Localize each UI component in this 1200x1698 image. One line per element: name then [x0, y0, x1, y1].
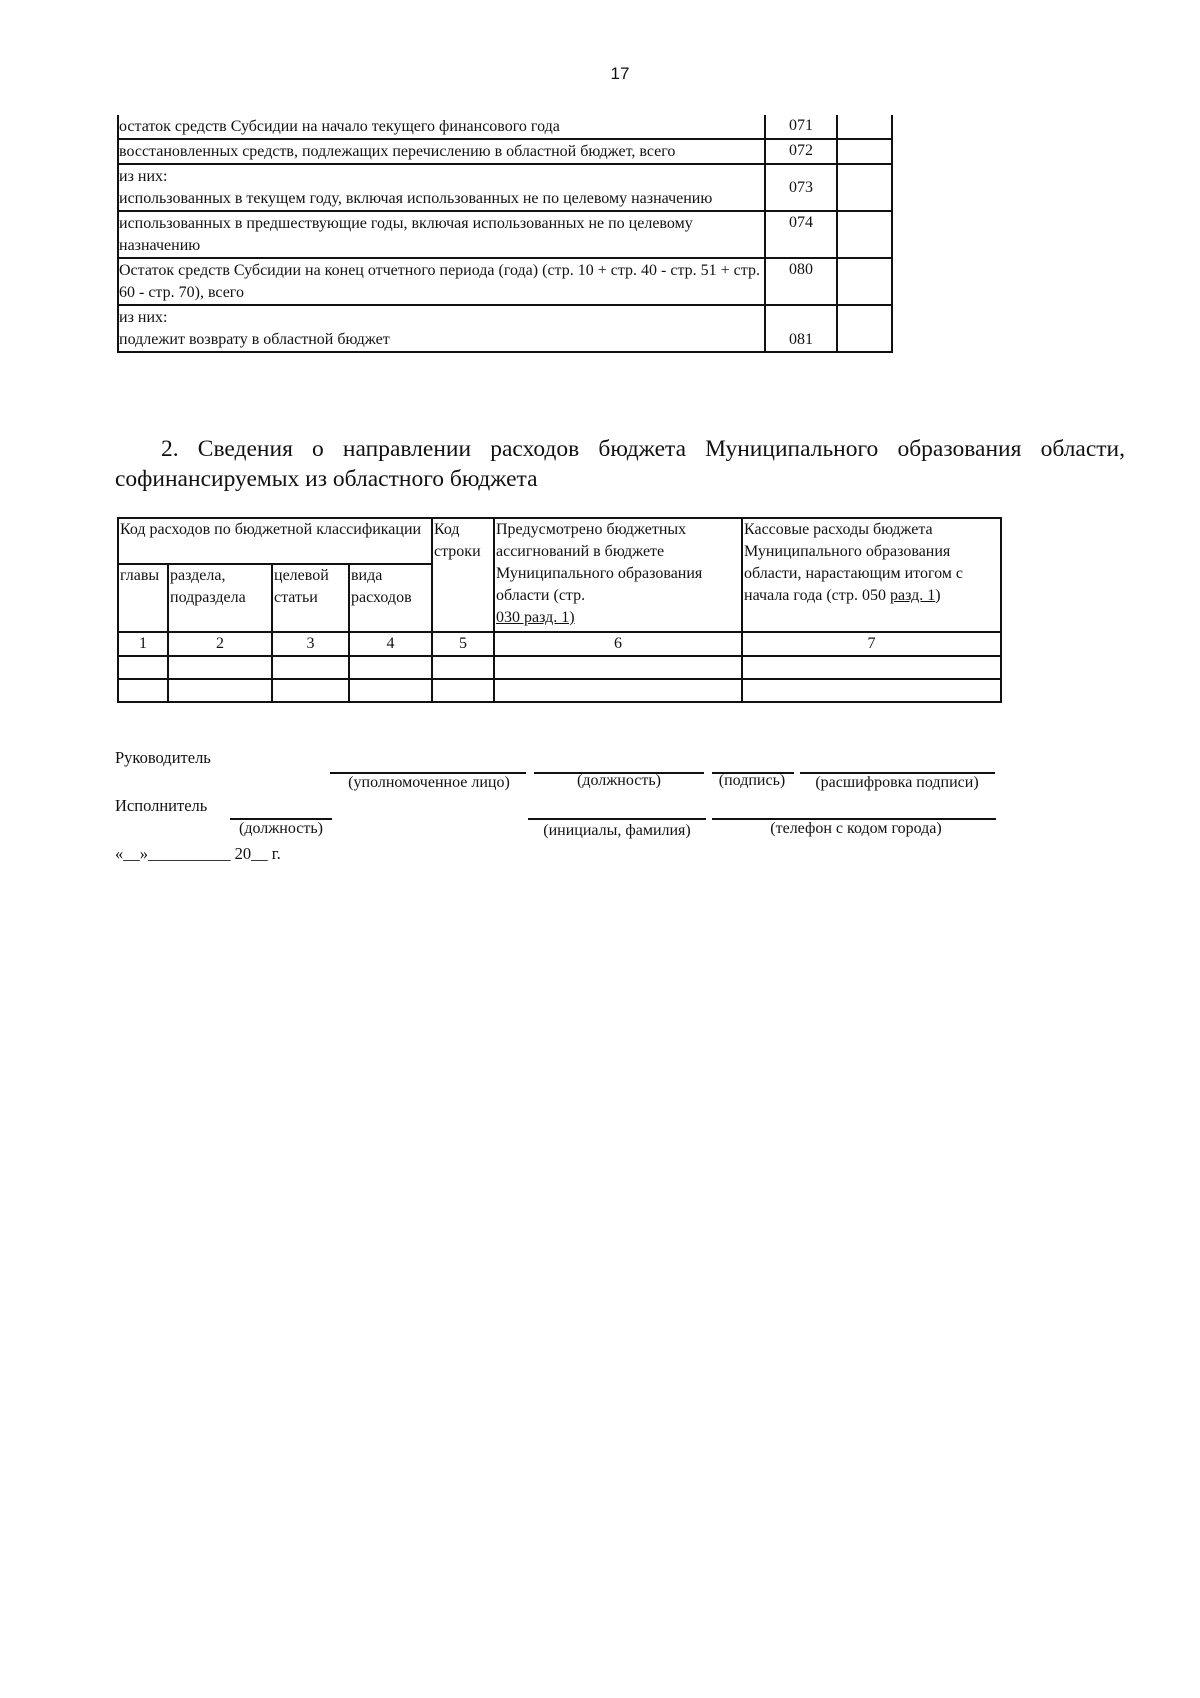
table-row — [118, 211, 892, 258]
empty-cell[interactable] — [432, 656, 494, 679]
empty-cell[interactable] — [272, 679, 349, 702]
column-number-row — [118, 632, 1001, 656]
header-planned-text: Предусмотрено бюджетных ассигнований в бюджете Муниципального образования области (стр. — [496, 521, 703, 604]
empty-cell[interactable] — [272, 656, 349, 679]
header-planned-ref: 030 разд. 1) — [496, 609, 575, 626]
column-number: 4 — [349, 632, 432, 656]
empty-cell[interactable] — [349, 656, 432, 679]
empty-cell[interactable] — [742, 679, 1001, 702]
row-label: из них: подлежит возврату в областной бюджет — [118, 305, 765, 352]
row-code: 071 — [765, 115, 837, 139]
row-value[interactable] — [837, 258, 892, 305]
empty-cell[interactable] — [494, 679, 742, 702]
row-value[interactable] — [837, 115, 892, 139]
column-number: 7 — [742, 632, 1001, 656]
page-number: 17 — [610, 64, 630, 83]
empty-cell[interactable] — [742, 656, 1001, 679]
row-value[interactable] — [837, 305, 892, 352]
caption-signature-decoding: (расшифровка подписи) — [815, 774, 979, 791]
subheader-target-item: целевой статьи — [272, 564, 349, 632]
column-number: 5 — [432, 632, 494, 656]
column-number: 2 — [168, 632, 272, 656]
expenditure-table — [117, 517, 1002, 703]
table-row — [118, 164, 892, 211]
header-cash-tail: ) — [935, 587, 941, 604]
row-value[interactable] — [837, 164, 892, 211]
row-value[interactable] — [837, 139, 892, 164]
column-number: 6 — [494, 632, 742, 656]
empty-cell[interactable] — [118, 656, 168, 679]
row-code: 080 — [765, 258, 837, 305]
subheader-chapter: главы — [118, 564, 168, 632]
empty-cell[interactable] — [168, 679, 272, 702]
section-heading: 2. Сведения о направлении расходов бюджета Муниципального образования области, софинансируемых из областного бюджета — [115, 436, 1125, 492]
row-label: остаток средств Субсидии на начало текущего финансового года — [118, 115, 765, 139]
empty-cell[interactable] — [494, 656, 742, 679]
header-cash — [742, 518, 1001, 632]
empty-cell[interactable] — [432, 679, 494, 702]
head-label: Руководитель — [115, 748, 211, 767]
executor-name-line[interactable] — [528, 818, 706, 820]
table-row — [118, 258, 892, 305]
table-row — [118, 115, 892, 139]
row-label: использованных в предшествующие годы, включая использованных не по целевому назначению — [118, 211, 765, 258]
row-code: 072 — [765, 139, 837, 164]
row-code: 074 — [765, 211, 837, 258]
table-row — [118, 139, 892, 164]
row-label: из них: использованных в текущем году, включая использованных не по целевому назначению — [118, 164, 765, 211]
row-value[interactable] — [837, 211, 892, 258]
table-row — [118, 656, 1001, 679]
header-cash-ref: разд. 1 — [889, 587, 936, 604]
table-row — [118, 305, 892, 352]
table-row — [118, 679, 1001, 702]
caption-executor-name: (инициалы, фамилия) — [543, 822, 691, 839]
subheader-section: раздела, подраздела — [168, 564, 272, 632]
row-label: Остаток средств Субсидии на конец отчетного периода (года) (стр. 10 + стр. 40 - стр. 51 + стр. 60 - стр. 70), всего — [118, 258, 765, 305]
table-header-row — [118, 518, 1001, 564]
header-cash-text: Кассовые расходы бюджета Муниципального образования области, нарастающим итогом с начала года (стр. 050 — [744, 521, 964, 604]
caption-executor-position: (должность) — [239, 820, 323, 837]
header-line-code: Код строки — [432, 518, 494, 632]
header-classification: Код расходов по бюджетной классификации — [118, 518, 432, 564]
caption-signature: (подпись) — [718, 772, 786, 789]
row-code: 073 — [765, 164, 837, 211]
subsidy-balance-table — [117, 115, 893, 353]
empty-cell[interactable] — [349, 679, 432, 702]
executor-label: Исполнитель — [115, 796, 208, 815]
row-label: восстановленных средств, подлежащих перечислению в областной бюджет, всего — [118, 139, 765, 164]
empty-cell[interactable] — [118, 679, 168, 702]
caption-position: (должность) — [577, 772, 661, 789]
subheader-expense-type: вида расходов — [349, 564, 432, 632]
column-number: 1 — [118, 632, 168, 656]
column-number: 3 — [272, 632, 349, 656]
row-code: 081 — [765, 305, 837, 352]
header-planned — [494, 518, 742, 632]
date-line: «__»__________ 20__ г. — [115, 844, 281, 863]
caption-authorized-person: (уполномоченное лицо) — [348, 774, 510, 791]
caption-executor-phone: (телефон с кодом города) — [770, 820, 942, 837]
empty-cell[interactable] — [168, 656, 272, 679]
